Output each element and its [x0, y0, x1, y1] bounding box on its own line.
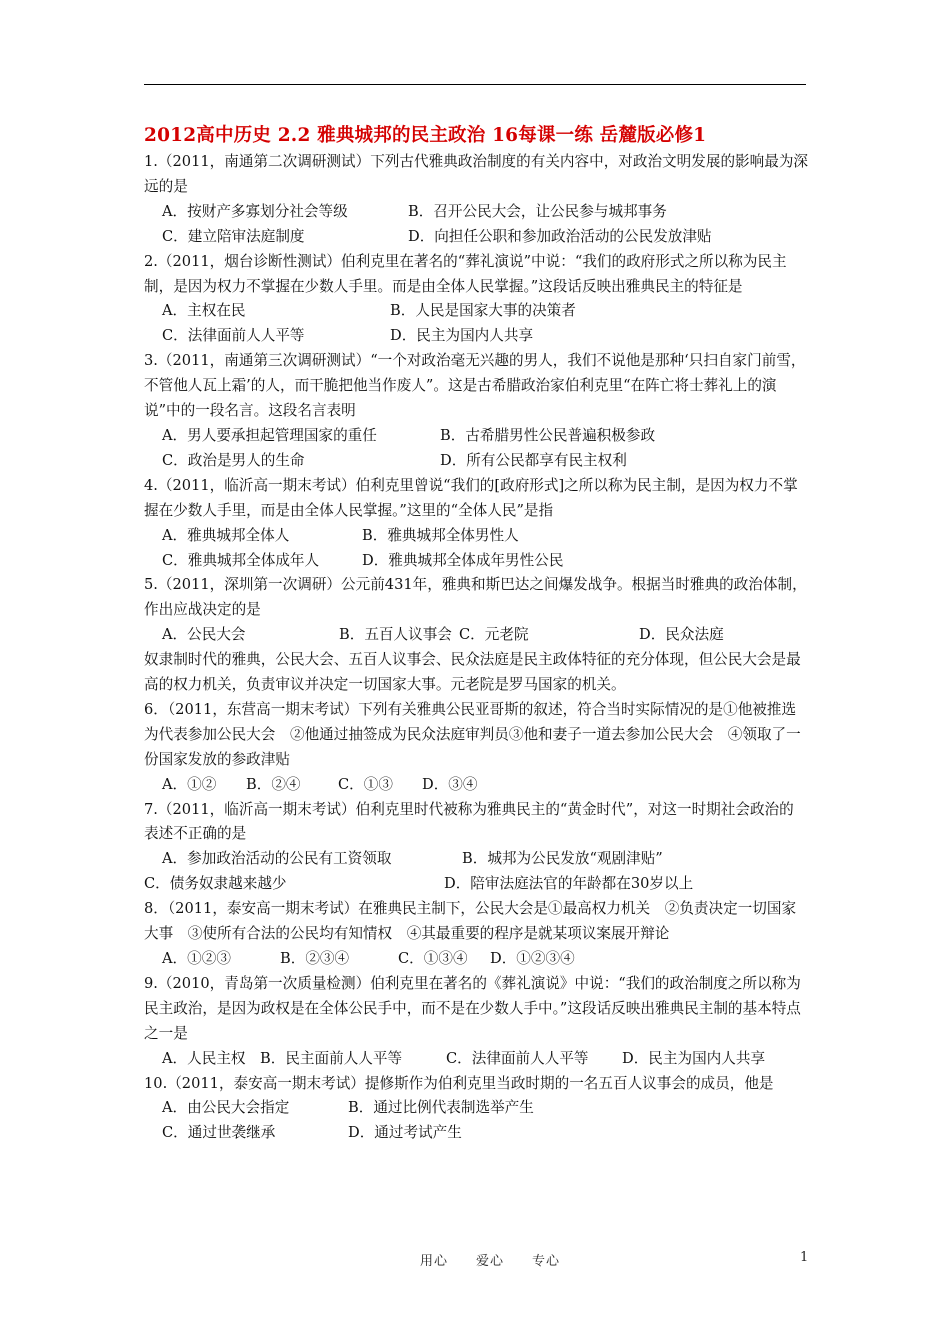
option-d: D．雅典城邦全体成年男性公民	[362, 551, 564, 569]
question-8-options	[144, 947, 808, 972]
option-d: D．民众法庭	[639, 626, 724, 644]
option-d: D．通过考试产生	[348, 1124, 462, 1142]
option-row	[144, 1047, 808, 1072]
option-c: C．法律面前人人平等	[162, 327, 305, 345]
option-a: A．男人要承担起管理国家的重任	[162, 426, 377, 444]
option-d: D．陪审法庭法官的年龄都在30岁以上	[444, 875, 694, 893]
question-3-options	[144, 424, 808, 474]
option-row	[144, 549, 808, 574]
option-b: B．雅典城邦全体男性人	[362, 526, 519, 544]
option-row	[144, 200, 808, 225]
option-b: B．通过比例代表制选举产生	[348, 1099, 534, 1117]
option-row	[144, 623, 808, 648]
option-c: C．法律面前人人平等	[446, 1049, 589, 1067]
option-a: A．人民主权	[162, 1049, 246, 1067]
option-b: B．②④	[246, 775, 301, 793]
question-5-stem: 5.（2011，深圳第一次调研）公元前431年，雅典和斯巴达之间爆发战争。根据当时雅典的政治体制，作出应战决定的是	[144, 576, 807, 619]
question-4-stem: 4.（2011，临沂高一期末考试）伯利克里曾说“我们的[政府形式]之所以称为民主制，是因为权力不掌握在少数人手里，而是由全体人民掌握。”这里的“全体人民”是指	[144, 476, 798, 519]
option-d: D．①②③④	[490, 950, 575, 967]
question-7-options	[144, 847, 808, 897]
option-row	[144, 449, 808, 474]
option-c: C．通过世袭继承	[162, 1124, 276, 1142]
option-c: C．雅典城邦全体成年人	[162, 551, 320, 569]
option-b: B．人民是国家大事的决策者	[390, 302, 576, 320]
option-a: A．由公民大会指定	[162, 1099, 290, 1117]
question-7-stem: 7.（2011，临沂高一期末考试）伯利克里时代被称为雅典民主的“黄金时代”，对这一时期社会政治的表述不正确的是	[144, 800, 794, 843]
option-b: B．召开公民大会，让公民参与城邦事务	[408, 202, 667, 220]
option-row	[144, 299, 808, 324]
option-a: A．按财产多寡划分社会等级	[162, 202, 348, 220]
option-d: D．向担任公职和参加政治活动的公民发放津贴	[408, 227, 712, 245]
option-c: C．建立陪审法庭制度	[162, 227, 305, 245]
option-row	[144, 225, 808, 250]
option-a: A．雅典城邦全体人	[162, 526, 290, 544]
option-row	[144, 524, 808, 549]
question-3-stem: 3.（2011，南通第三次调研测试）“一个对政治毫无兴趣的男人，我们不说他是那种‘只扫自家门前雪，不管他人瓦上霜’的人，而干脆把他当作废人”。这是古希腊政治家伯利克里“在阵亡将士葬礼上的演说”中的一段名言。这段名言表明	[144, 352, 806, 420]
option-d: D．③④	[422, 775, 478, 793]
option-row	[144, 847, 808, 872]
question-9-stem: 9.（2010，青岛第一次质量检测）伯利克里在著名的《葬礼演说》中说：“我们的政治制度之所以称为民主政治，是因为政权是在全体公民手中，而不是在少数人手中。”这段话反映出雅典民主制的基本特点之一是	[144, 974, 801, 1042]
option-b: B．民主面前人人平等	[260, 1049, 403, 1067]
question-8-stem: 8．（2011，泰安高一期末考试）在雅典民主制下，公民大会是①最高权力机关 ②负责决定一切国家大事 ③使所有合法的公民均有知情权 ④其最重要的程序是就某项议案展开辩论	[144, 900, 797, 943]
option-row	[144, 947, 808, 972]
question-9-options	[144, 1047, 808, 1072]
option-row	[144, 773, 808, 798]
question-4-options	[144, 524, 808, 574]
option-d: D．民主为国内人共享	[390, 327, 534, 345]
option-row	[144, 1096, 808, 1121]
question-10-stem: 10.（2011，泰安高一期末考试）提修斯作为伯利克里当政时期的一名五百人议事会的成员，他是	[144, 1074, 774, 1092]
page-number: 1	[800, 1250, 809, 1265]
header-rule	[144, 84, 806, 85]
option-b: B．古希腊男性公民普遍积极参政	[440, 426, 656, 444]
option-a: A．参加政治活动的公民有工资领取	[162, 850, 392, 868]
option-c: C．债务奴隶越来越少	[144, 875, 287, 893]
question-1-options	[144, 200, 808, 250]
option-row	[144, 324, 808, 349]
footer-motto: 用心 爱心 专心	[420, 1254, 561, 1269]
question-5-explanation: 奴隶制时代的雅典，公民大会、五百人议事会、民众法庭是民主政体特征的充分体现，但公民大会是最高的权力机关，负责审议并决定一切国家大事。元老院是罗马国家的机关。	[144, 651, 801, 694]
option-b: B．②③④	[280, 950, 350, 967]
question-2-stem: 2.（2011，烟台诊断性测试）伯利克里在著名的“葬礼演说”中说：“我们的政府形式之所以称为民主制，是因为权力不掌握在少数人手里。而是由全体人民掌握。”这段话反映出雅典民主的特征是	[144, 252, 787, 295]
question-10-options	[144, 1096, 808, 1146]
document-title: 2012高中历史 2.2 雅典城邦的民主政治 16每课一练 岳麓版必修1	[144, 125, 707, 146]
option-a: A．①②③	[162, 950, 231, 967]
document-body	[144, 122, 808, 1146]
question-6-stem: 6．（2011，东营高一期末考试）下列有关雅典公民亚哥斯的叙述，符合当时实际情况的是①他被推选为代表参加公民大会 ②他通过抽签成为民众法庭审判员③他和妻子一道去参加公民大会 ④领取了一份国家发放的参政津贴	[144, 700, 801, 768]
option-c: C．政治是男人的生命	[162, 451, 305, 469]
option-a: A．公民大会	[162, 626, 246, 644]
option-c: C．①③④	[398, 950, 468, 967]
question-1-stem: 1.（2011，南通第二次调研测试）下列古代雅典政治制度的有关内容中，对政治文明发展的影响最为深远的是	[144, 153, 809, 195]
option-b: B．五百人议事会	[339, 626, 452, 644]
option-d: D．民主为国内人共享	[622, 1049, 766, 1067]
option-row	[144, 872, 808, 897]
option-c: C．元老院	[459, 626, 529, 644]
question-5-options	[144, 623, 808, 648]
option-a: A．①②	[162, 775, 217, 793]
question-2-options	[144, 299, 808, 349]
option-c: C．①③	[338, 775, 393, 793]
question-6-options	[144, 773, 808, 798]
option-d: D．所有公民都享有民主权利	[440, 451, 627, 469]
option-a: A．主权在民	[162, 302, 246, 320]
option-row	[144, 1121, 808, 1146]
option-b: B．城邦为公民发放“观剧津贴”	[462, 850, 663, 868]
option-row	[144, 424, 808, 449]
